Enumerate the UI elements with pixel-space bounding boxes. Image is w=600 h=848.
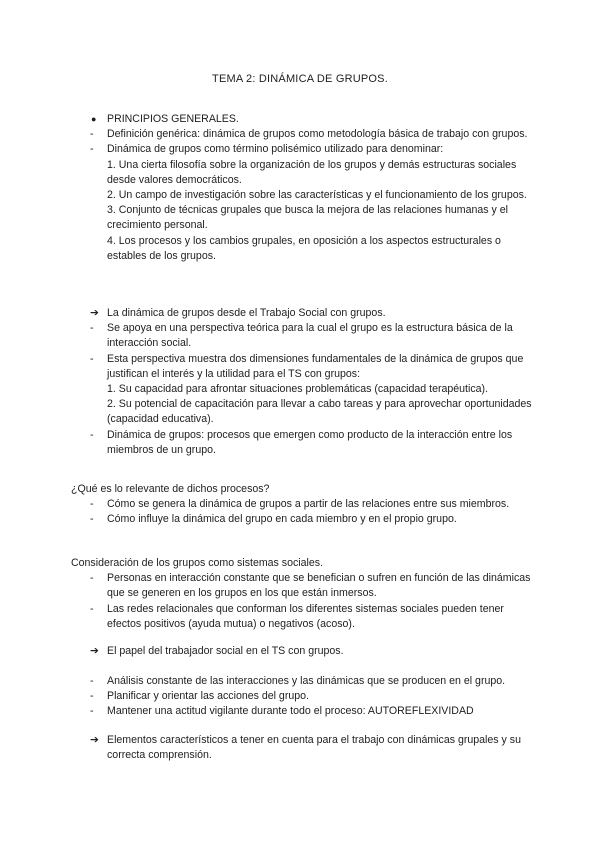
ts-item <box>71 321 533 351</box>
ts-heading: La dinámica de grupos desde el Trabajo Social con grupos. <box>107 307 386 319</box>
dash-marker: - <box>90 428 94 441</box>
section-papel-heading <box>71 644 533 659</box>
principios-subitem: 1. Una cierta filosofía sobre la organización de los grupos y demás estructuras sociales desde valores democráticos. <box>107 158 517 186</box>
relevante-item-text: Cómo influye la dinámica del grupo en cada miembro y en el propio grupo. <box>107 513 457 526</box>
document-title: TEMA 2: DINÁMICA DE GRUPOS. <box>212 73 388 85</box>
papel-heading: El papel del trabajador social en el TS con grupos. <box>107 645 344 657</box>
papel-item-text: Planificar y orientar las acciones del grupo. <box>107 690 309 703</box>
ts-item-text: Esta perspectiva muestra dos dimensiones fundamentales de la dinámica de grupos que justifican el interés y la utilidad para el TS con grupos: <box>107 352 524 380</box>
arrow-marker: ➔ <box>90 734 99 746</box>
principios-item <box>71 127 533 142</box>
sistemas-item <box>71 602 533 632</box>
dash-marker: - <box>90 143 94 156</box>
sistemas-item-text: Las redes relacionales que conforman los diferentes sistemas sociales pueden tener efectos positivos (ayuda mutua) o negativos (acoso). <box>107 602 504 630</box>
dash-marker: - <box>90 675 94 687</box>
section-elementos <box>71 733 533 763</box>
papel-item-text: Mantener una actitud vigilante durante todo el proceso: AUTOREFLEXIVIDAD <box>107 705 474 718</box>
elementos-heading-row <box>71 733 533 763</box>
section-sistemas <box>71 556 533 632</box>
relevante-item <box>71 512 533 527</box>
dash-marker: - <box>90 352 94 365</box>
dash-marker: - <box>90 602 94 615</box>
principios-subitem: 4. Los procesos y los cambios grupales, en oposición a los aspectos estructurales o estables de los grupos. <box>107 234 501 262</box>
relevante-item-text: Cómo se genera la dinámica de grupos a partir de las relaciones entre sus miembros. <box>107 498 510 511</box>
dash-marker: - <box>90 690 94 703</box>
principios-item-text: Dinámica de grupos como término polisémico utilizado para denominar: <box>107 143 444 156</box>
ts-item <box>71 352 533 428</box>
papel-item <box>71 674 533 689</box>
principios-item-text: Definición genérica: dinámica de grupos como metodología básica de trabajo con grupos. <box>107 128 528 141</box>
papel-item <box>71 704 533 719</box>
section-principios <box>71 112 533 264</box>
ts-heading-row <box>71 306 533 321</box>
principios-item <box>71 142 533 264</box>
papel-item <box>71 689 533 704</box>
principios-heading: PRINCIPIOS GENERALES. <box>107 113 239 125</box>
dash-marker: - <box>90 705 94 718</box>
sistemas-heading: Consideración de los grupos como sistemas sociales. <box>71 557 324 569</box>
dash-marker: - <box>90 322 94 335</box>
sistemas-item <box>71 571 533 601</box>
ts-subitem: 2. Su potencial de capacitación para llevar a cabo tareas y para aprovechar oportunidades (capacidad educativa). <box>107 398 532 426</box>
relevante-heading: ¿Qué es lo relevante de dichos procesos? <box>71 483 270 495</box>
dash-marker: - <box>90 128 94 141</box>
elementos-heading: Elementos característicos a tener en cuenta para el trabajo con dinámicas grupales y su correcta comprensión. <box>107 734 521 762</box>
sistemas-item-text: Personas en interacción constante que se benefician o sufren en función de las dinámicas que se generen en los grupos en los que están inmersos. <box>107 572 531 600</box>
papel-item-text: Análisis constante de las interacciones y las dinámicas que se producen en el grupo. <box>107 675 506 687</box>
section-relevante <box>71 482 533 528</box>
principios-heading-row <box>71 112 533 127</box>
ts-item <box>71 428 533 458</box>
dash-marker: - <box>90 498 94 511</box>
arrow-marker: ➔ <box>90 307 99 319</box>
ts-subitem: 1. Su capacidad para afrontar situaciones problemáticas (capacidad terapéutica). <box>107 383 489 396</box>
principios-subitem: 3. Conjunto de técnicas grupales que busca la mejora de las relaciones humanas y el crecimiento personal. <box>107 204 509 232</box>
relevante-item <box>71 497 533 512</box>
principios-subitem: 2. Un campo de investigación sobre las características y el funcionamiento de los grupos. <box>107 189 527 202</box>
papel-heading-row <box>71 644 533 659</box>
ts-item-text: Se apoya en una perspectiva teórica para la cual el grupo es la estructura básica de la interacción social. <box>107 322 513 350</box>
arrow-marker: ➔ <box>90 645 99 657</box>
section-papel-items <box>71 674 533 720</box>
section-ts <box>71 306 533 458</box>
dash-marker: - <box>90 572 94 585</box>
ts-item-text: Dinámica de grupos: procesos que emergen como producto de la interacción entre los miembros de un grupo. <box>107 428 513 456</box>
dash-marker: - <box>90 513 94 526</box>
bullet-marker: ● <box>91 114 97 124</box>
